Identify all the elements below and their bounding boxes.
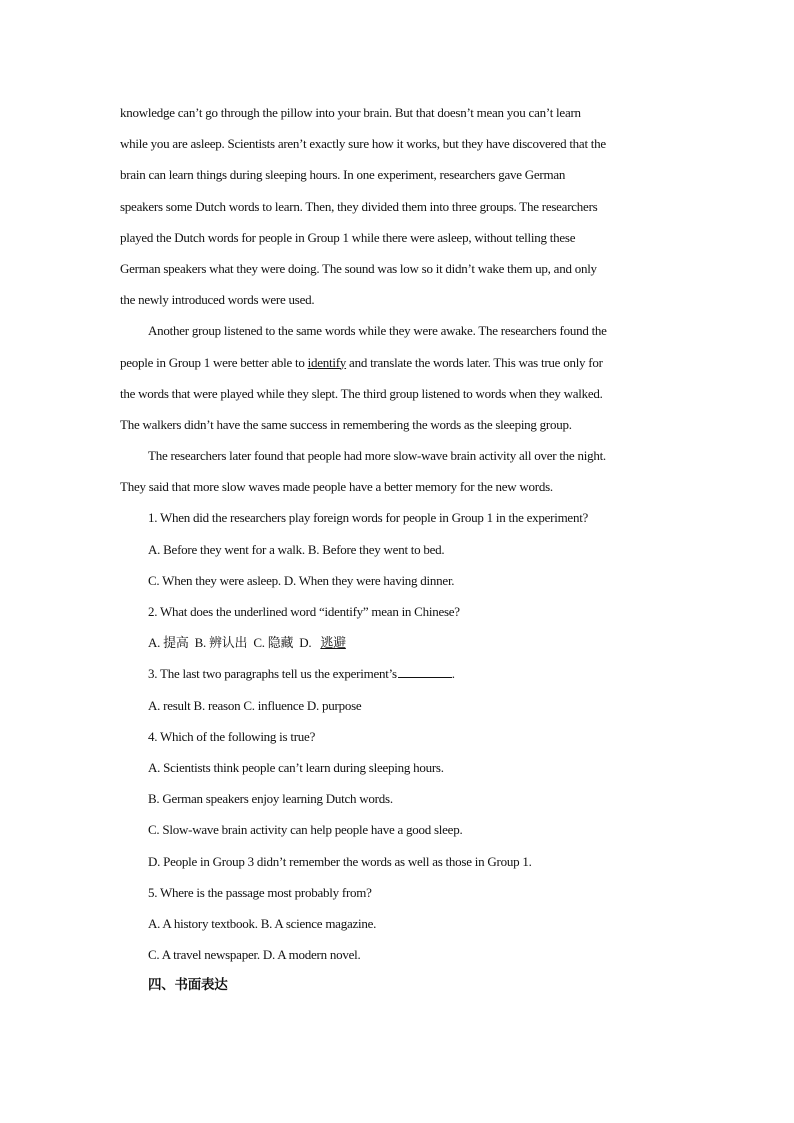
answer-blank <box>398 665 452 678</box>
stem-end: . <box>451 666 455 682</box>
section-heading: 四、书面表达 <box>148 977 228 994</box>
option-b: B. German speakers enjoy learning Dutch words. <box>148 791 393 807</box>
question-stem: 2. What does the underlined word “identify” mean in Chinese? <box>148 604 460 619</box>
text-line: German speakers what they were doing. The sound was low so it didn’t wake them up, and only <box>120 260 597 276</box>
option-b: B. 辨认出 <box>194 635 248 651</box>
text-line: speakers some Dutch words to learn. Then, they divided them into three groups. The researchers <box>120 198 598 214</box>
question-1 <box>120 502 676 596</box>
text-line: brain can learn things during sleeping hours. In one experiment, researchers gave German <box>120 167 566 183</box>
option-d: D. People in Group 3 didn’t remember the words as well as those in Group 1. <box>148 853 532 869</box>
text-line: played the Dutch words for people in Group 1 while there were asleep, without telling these <box>120 229 576 245</box>
stem-text: 3. The last two paragraphs tell us the experiment’s <box>148 666 397 682</box>
question-stem: 5. Where is the passage most probably from? <box>148 884 372 900</box>
question-2 <box>120 596 676 658</box>
question-5 <box>120 877 676 971</box>
option-d-text: 逃避 <box>320 635 346 651</box>
text-line: the newly introduced words were used. <box>120 292 315 308</box>
text-line: while you are asleep. Scientists aren’t exactly sure how it works, but they have discovered that the <box>120 136 606 152</box>
text-line: The researchers later found that people had more slow-wave brain activity all over the night. <box>148 448 606 464</box>
text-line: the words that were played while they slept. The third group listened to words when they walked. <box>120 385 603 401</box>
option-a: A. Scientists think people can’t learn during sleeping hours. <box>148 759 444 775</box>
text-segment: people in Group 1 were better able to <box>120 354 308 370</box>
question-3 <box>120 658 676 720</box>
text-line: The walkers didn’t have the same success in remembering the words as the sleeping group. <box>120 416 572 432</box>
paragraph-3 <box>120 440 676 502</box>
text-segment: and translate the words later. This was true only for <box>346 354 603 370</box>
question-options <box>120 627 676 658</box>
question-stem: 4. Which of the following is true? <box>148 728 316 744</box>
text-line: Another group listened to the same words while they were awake. The researchers found the <box>148 323 607 339</box>
paragraph-2 <box>120 315 676 440</box>
option-c: C. Slow-wave brain activity can help people have a good sleep. <box>148 822 463 838</box>
option-c: C. 隐藏 <box>253 635 294 651</box>
question-options: A. result B. reason C. influence D. purpose <box>148 697 362 713</box>
worksheet-page <box>120 97 676 1001</box>
option-d-label: D. <box>299 635 315 651</box>
question-4 <box>120 721 676 877</box>
question-options: A. A history textbook. B. A science magazine. <box>148 915 377 931</box>
question-stem: 1. When did the researchers play foreign words for people in Group 1 in the experiment? <box>148 510 589 526</box>
underlined-word: identify <box>307 354 347 370</box>
text-line: knowledge can’t go through the pillow into your brain. But that doesn’t mean you can’t learn <box>120 105 581 120</box>
option-d <box>299 635 352 650</box>
question-options: C. A travel newspaper. D. A modern novel. <box>148 947 361 963</box>
question-options: C. When they were asleep. D. When they were having dinner. <box>148 572 455 588</box>
option-a: A. 提高 <box>148 635 189 651</box>
text-line: They said that more slow waves made people have a better memory for the new words. <box>120 479 553 495</box>
question-options: A. Before they went for a walk. B. Before they went to bed. <box>148 541 445 557</box>
text-line <box>120 347 676 378</box>
paragraph-1 <box>120 97 676 315</box>
question-stem <box>120 658 676 689</box>
